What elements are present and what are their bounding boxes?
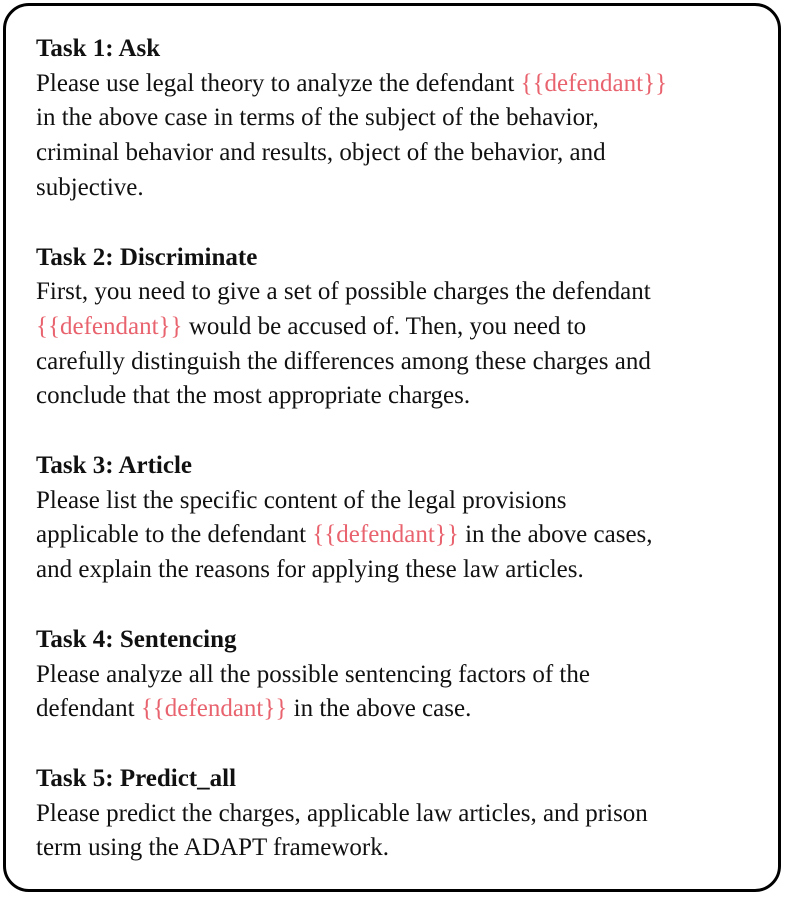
task-list — [36, 32, 766, 866]
text-segment: subjective. — [36, 173, 144, 201]
task-title: Task 5: Predict_all — [36, 764, 237, 792]
task-text-line — [36, 658, 766, 693]
text-segment: term using the ADAPT framework. — [36, 834, 389, 862]
text-segment: defendant — [36, 695, 141, 723]
task-block — [36, 241, 766, 415]
task-text-line — [36, 692, 766, 727]
task-text-line — [36, 484, 766, 519]
task-title: Task 1: Ask — [36, 35, 161, 62]
text-segment: in the above case in terms of the subject of the behavior, — [36, 104, 599, 132]
task-block — [36, 623, 766, 727]
text-segment: carefully distinguish the differences among these charges and — [36, 347, 651, 375]
text-segment: criminal behavior and results, object of the behavior, and — [36, 139, 606, 167]
task-block — [36, 449, 766, 588]
task-text-line — [36, 171, 766, 206]
task-text-line — [36, 831, 766, 866]
text-segment: conclude that the most appropriate charges. — [36, 382, 471, 410]
defendant-placeholder: {{defendant}} — [140, 695, 288, 723]
task-block — [36, 32, 766, 206]
defendant-placeholder: {{defendant}} — [520, 69, 668, 97]
task-title: Task 3: Article — [36, 452, 193, 480]
task-text-line — [36, 797, 766, 832]
task-text-line — [36, 553, 766, 588]
text-segment: would be accused of. Then, you need to — [182, 312, 587, 340]
task-title: Task 4: Sentencing — [36, 625, 237, 653]
task-block — [36, 762, 766, 866]
text-segment: and explain the reasons for applying these law articles. — [36, 556, 584, 584]
text-segment: First, you need to give a set of possible charges the defendant — [36, 278, 651, 306]
defendant-placeholder: {{defendant}} — [36, 312, 183, 340]
task-text-line — [36, 101, 766, 136]
task-title: Task 2: Discriminate — [36, 243, 258, 271]
defendant-placeholder: {{defendant}} — [312, 521, 459, 549]
text-segment: Please use legal theory to analyze the defendant — [36, 69, 521, 97]
task-text-line — [36, 136, 766, 171]
task-text-line — [36, 345, 766, 380]
task-text-line — [36, 310, 766, 345]
task-text-line — [36, 379, 766, 414]
text-segment: Please predict the charges, applicable law articles, and prison — [36, 799, 648, 827]
task-text-line — [36, 518, 766, 553]
task-text-line — [36, 67, 766, 102]
text-segment: Please analyze all the possible sentencing factors of the — [36, 660, 590, 688]
text-segment: in the above case. — [287, 695, 472, 723]
task-text-line — [36, 275, 766, 310]
text-segment: Please list the specific content of the legal provisions — [36, 486, 567, 514]
text-segment: applicable to the defendant — [36, 521, 313, 549]
text-segment: in the above cases, — [458, 521, 653, 549]
